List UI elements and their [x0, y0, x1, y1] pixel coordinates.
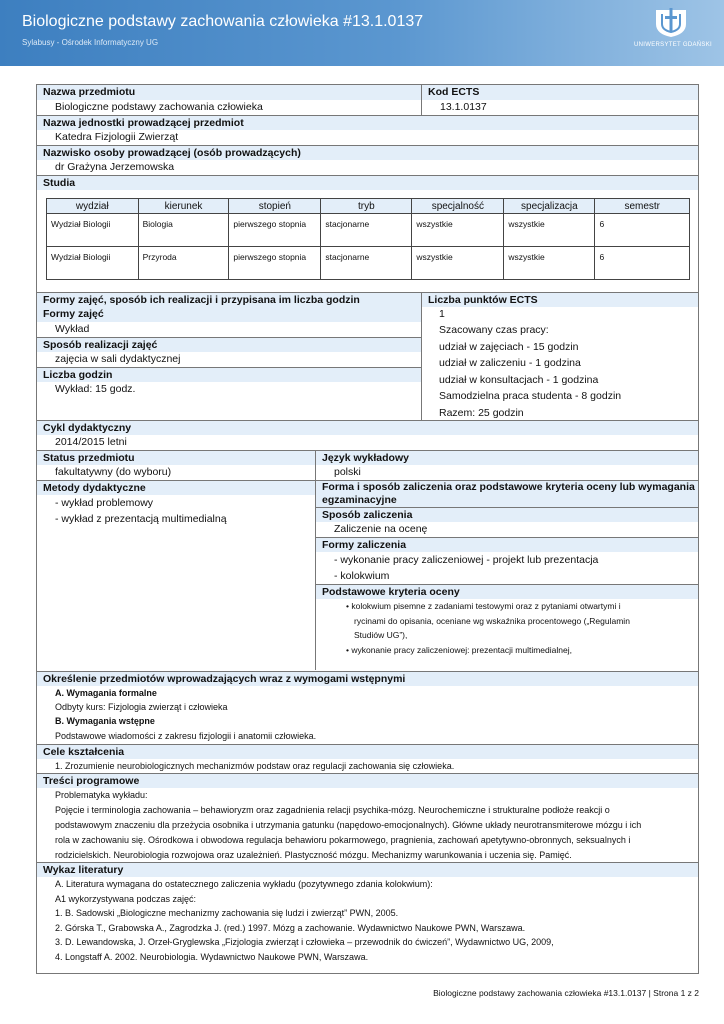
- table-cell: 6: [595, 247, 690, 280]
- table-cell: Wydział Biologii: [47, 247, 139, 280]
- content-line: Problematyka wykładu:: [55, 790, 148, 800]
- table-cell: Biologia: [138, 214, 229, 247]
- assessment-label: Forma i sposób zaliczenia oraz podstawowe kryteria oceny lub wymagania egzaminacyjne: [316, 480, 698, 507]
- literature-list: [37, 877, 698, 967]
- unit-value: Katedra Fizjologii Zwierząt: [55, 131, 179, 143]
- assessment-forms-label: Formy zaliczenia: [316, 537, 698, 552]
- assessment-forms-list: [316, 552, 698, 584]
- university-crest-icon: [653, 6, 689, 38]
- studies-col-header: tryb: [321, 199, 412, 214]
- workload-line: udział w zajęciach - 15 godzin: [439, 340, 579, 353]
- table-cell: wszystkie: [412, 214, 504, 247]
- studies-col-header: wydział: [47, 199, 139, 214]
- literature-line: A. Literatura wymagana do ostatecznego zaliczenia wykładu (pozytywnego zdania kolokwium):: [55, 879, 433, 889]
- status-value: fakultatywny (do wyboru): [55, 466, 172, 478]
- content-line: rola w zachowaniu się. Ośrodkowa i obwodowa regulacja behawioru pokarmowego, pragnienia, zachowań apetytywno-obronnych, seksualnych i: [55, 835, 631, 845]
- goals-value: 1. Zrozumienie neurobiologicznych mechanizmów podstaw oraz regulacji zachowania się człowieka.: [55, 761, 455, 771]
- goals-label: Cele kształcenia: [37, 744, 698, 759]
- instructor-value: dr Grażyna Jerzemowska: [55, 161, 175, 173]
- unit-label: Nazwa jednostki prowadzącej przedmiot: [37, 115, 698, 130]
- initial-requirements-value: Podstawowe wiadomości z zakresu fizjologii i anatomii człowieka.: [55, 731, 317, 741]
- literature-line: 2. Górska T., Grabowska A., Zagrodzka J. (red.) 1997. Mózg a zachowanie. Wydawnictwo Naukowe PWN, Warszawa.: [55, 922, 526, 933]
- assessment-mode-value: Zaliczenie na ocenę: [334, 523, 428, 535]
- literature-line: 1. B. Sadowski „Biologiczne mechanizmy zachowania się ludzi i zwierząt” PWN, 2005.: [55, 908, 399, 918]
- methods-label: Metody dydaktyczne: [37, 480, 315, 495]
- studies-col-header: specjalizacja: [504, 199, 595, 214]
- status-label: Status przedmiotu: [37, 450, 315, 465]
- initial-requirements-label: B. Wymagania wstępne: [55, 716, 155, 726]
- cycle-label: Cykl dydaktyczny: [37, 420, 698, 435]
- list-item: - kolokwium: [334, 570, 390, 582]
- content-text: [37, 788, 698, 861]
- criteria-line: • kolokwium pisemne z zadaniami testowymi oraz z pytaniami otwartymi i: [346, 601, 621, 611]
- ects-points-value: 1: [439, 308, 445, 320]
- forms-section-label: Formy zajęć, sposób ich realizacji i przypisana im liczba godzin: [37, 292, 422, 307]
- table-cell: wszystkie: [504, 247, 595, 280]
- table-cell: pierwszego stopnia: [229, 214, 321, 247]
- criteria-line: Studiów UG”),: [354, 630, 408, 640]
- ects-points-label: Liczba punktów ECTS: [421, 292, 698, 307]
- content-line: rodzicielskich. Neurobiologia rozwojowa oraz uzależnień. Plastyczność mózgu. Mechanizmy warunkowania i uczenia się. Pamięć.: [55, 850, 572, 860]
- table-cell: wszystkie: [504, 214, 595, 247]
- literature-line: 4. Longstaff A. 2002. Neurobiologia. Wydawnictwo Naukowe PWN, Warszawa.: [55, 951, 369, 962]
- forms-value: Wykład: [55, 323, 90, 335]
- criteria-line: rycinami do opisania, oceniane wg wskaźnika procentowego („Regulamin: [354, 615, 630, 626]
- university-logo-text: UNIWERSYTET GDAŃSKI: [634, 42, 712, 48]
- formal-requirements-label: A. Wymagania formalne: [55, 688, 157, 698]
- page-header: [0, 0, 724, 66]
- studies-col-header: kierunek: [138, 199, 229, 214]
- criteria-list: [316, 599, 698, 669]
- list-item: - wykonanie pracy zaliczeniowej - projekt lub prezentacja: [334, 554, 599, 566]
- page-footer: Biologiczne podstawy zachowania człowieka #13.1.0137 | Strona 1 z 2: [433, 988, 699, 998]
- criteria-line: • wykonanie pracy zaliczeniowej: prezentacji multimedialnej,: [346, 644, 572, 655]
- workload-line: Szacowany czas pracy:: [439, 324, 549, 336]
- studies-col-header: stopień: [229, 199, 321, 214]
- ects-code-label: Kod ECTS: [421, 85, 698, 100]
- table-row: [47, 214, 690, 247]
- list-item: - wykład problemowy: [55, 497, 154, 509]
- language-label: Język wykładowy: [315, 450, 698, 465]
- workload-list: [439, 322, 697, 421]
- course-name-value: Biologiczne podstawy zachowania człowieka: [55, 101, 263, 113]
- language-value: polski: [315, 465, 698, 480]
- ects-code-value: 13.1.0137: [421, 100, 698, 115]
- method-value: zajęcia w sali dydaktycznej: [55, 353, 181, 365]
- workload-line: udział w zaliczeniu - 1 godzina: [439, 357, 581, 369]
- studies-col-header: semestr: [595, 199, 690, 214]
- method-label: Sposób realizacji zajęć: [37, 337, 421, 352]
- hours-value: Wykład: 15 godz.: [55, 383, 136, 395]
- table-cell: stacjonarne: [321, 214, 412, 247]
- table-cell: Wydział Biologii: [47, 214, 139, 247]
- content-label: Treści programowe: [37, 773, 698, 788]
- literature-label: Wykaz literatury: [37, 862, 698, 877]
- forms-label: Formy zajęć: [37, 307, 421, 322]
- table-cell: Przyroda: [138, 247, 229, 280]
- literature-line: A1 wykorzystywana podczas zajęć:: [55, 893, 197, 904]
- table-cell: wszystkie: [412, 247, 504, 280]
- criteria-label: Podstawowe kryteria oceny: [316, 584, 698, 599]
- page-title: Biologiczne podstawy zachowania człowieka #13.1.0137: [22, 13, 424, 30]
- workload-line: udział w konsultacjach - 1 godzina: [439, 373, 599, 386]
- table-row: [47, 247, 690, 280]
- university-logo: [628, 6, 718, 50]
- list-item: - wykład z prezentacją multimedialną: [55, 513, 227, 525]
- studies-col-header: specjalność: [412, 199, 504, 214]
- workload-line: Samodzielna praca studenta - 8 godzin: [439, 390, 622, 402]
- course-name-label: Nazwa przedmiotu: [37, 85, 422, 100]
- prerequisites-label: Określenie przedmiotów wprowadzających wraz z wymogami wstępnymi: [37, 671, 698, 686]
- assessment-mode-label: Sposób zaliczenia: [316, 507, 698, 522]
- content-line: podstawowym znaczeniu dla przeżycia osobnika i utrzymania gatunku (napędowo-emocjonalnych). Główne układy neurotransmiterowe mózgu i ich: [55, 820, 642, 830]
- instructor-label: Nazwisko osoby prowadzącej (osób prowadzących): [37, 145, 698, 160]
- studies-label: Studia: [37, 175, 698, 190]
- hours-label: Liczba godzin: [37, 367, 421, 382]
- ects-points-box: [422, 307, 697, 420]
- table-cell: 6: [595, 214, 690, 247]
- formal-requirements-value: Odbyty kurs: Fizjologia zwierząt i człowieka: [55, 702, 228, 712]
- workload-line: Razem: 25 godzin: [439, 406, 524, 419]
- table-cell: stacjonarne: [321, 247, 412, 280]
- studies-header-row: [47, 199, 690, 214]
- cycle-value: 2014/2015 letni: [55, 436, 127, 448]
- content-line: Pojęcie i terminologia zachowania – behawioryzm oraz zagadnienia relacji psychika-mózg. Neurochemiczne i strukturalne podłoże reakcji o: [55, 805, 610, 815]
- literature-line: 3. D. Lewandowska, J. Orzeł-Gryglewska „Fizjologia zwierząt i człowieka – przewodnik do ćwiczeń”, Wydawnictwo UG, 2009,: [55, 937, 554, 947]
- methods-list: [37, 495, 315, 531]
- studies-table: [46, 198, 690, 280]
- table-cell: pierwszego stopnia: [229, 247, 321, 280]
- page-subtitle: Sylabusy - Ośrodek Informatyczny UG: [22, 38, 159, 47]
